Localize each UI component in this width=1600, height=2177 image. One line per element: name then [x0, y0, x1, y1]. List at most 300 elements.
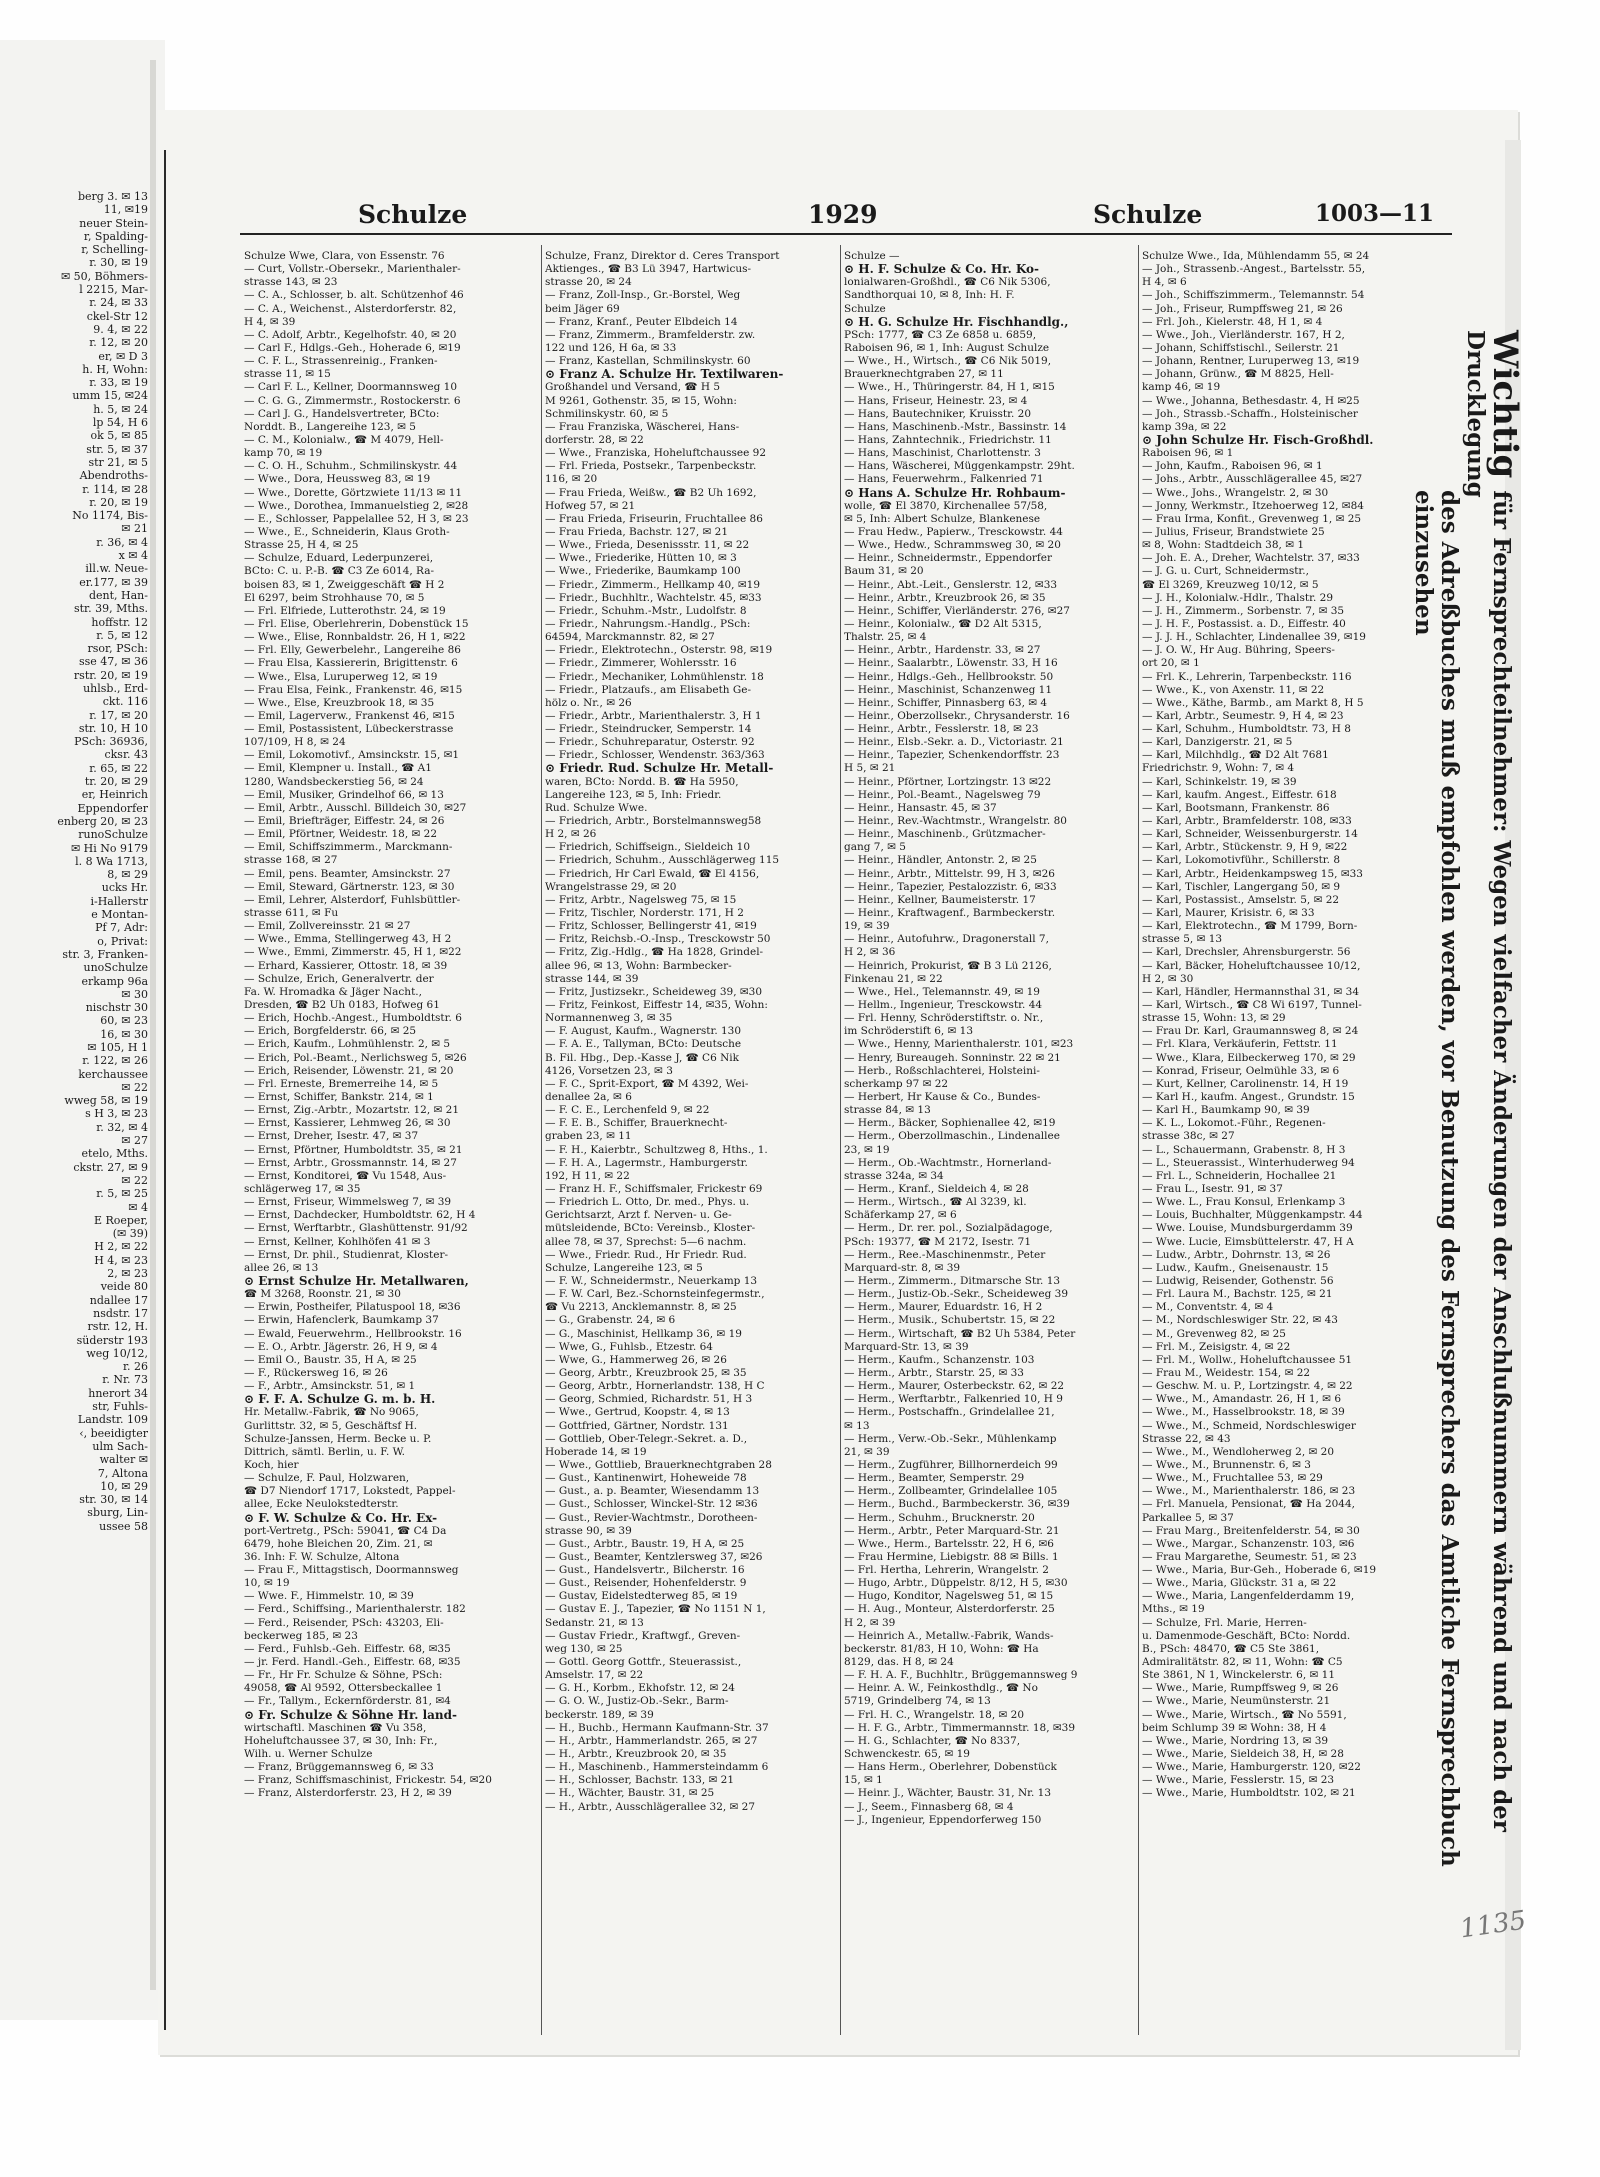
directory-entry-line: — Hans, Zahntechnik., Friedrichstr. 11 — [844, 433, 1052, 446]
fragment-line: r. 36, ✉ 4 — [96, 535, 148, 549]
directory-entry-line: Schulze — — [844, 250, 900, 262]
directory-entry-line: — Gust., Handelsvertr., Bilcherstr. 16 — [545, 1564, 745, 1577]
directory-entry-line: — Ernst, Werftarbtr., Glashüttenstr. 91/92 — [244, 1222, 468, 1235]
directory-entry-line: — Karl, Händler, Hermannsthal 31, ✉ 34 — [1142, 985, 1359, 998]
fragment-line: str 21, ✉ 5 — [88, 455, 148, 469]
directory-entry-line: — Ludw., Arbtr., Dohrnstr. 13, ✉ 26 — [1142, 1248, 1331, 1261]
directory-entry-line: ☎ D7 Niendorf 1717, Lokstedt, Pappel- — [244, 1485, 456, 1498]
directory-entry-line: Hoberade 14, ✉ 19 — [545, 1445, 647, 1458]
directory-entry-line: 15, ✉ 1 — [844, 1774, 883, 1787]
fragment-line: r, Spalding- — [83, 229, 148, 243]
directory-entry-line: scherkamp 97 ✉ 22 — [844, 1077, 949, 1090]
directory-entry-line: — Ernst, Dr. phil., Studienrat, Kloster- — [244, 1248, 449, 1261]
directory-entry-line: — Friedrich, Schiffseign., Sieldeich 10 — [545, 841, 751, 854]
directory-entry-line: — Herm., Verw.-Ob.-Sekr., Mühlenkamp — [844, 1432, 1057, 1445]
directory-entry-line: — G. H., Korbm., Ekhofstr. 12, ✉ 24 — [545, 1682, 735, 1695]
directory-entry-line: — Wwe., Maria, Glückstr. 31 a, ✉ 22 — [1142, 1577, 1337, 1590]
fragment-line: nischstr 30 — [85, 1001, 148, 1015]
directory-entry-line: Wilh. u. Werner Schulze — [244, 1748, 373, 1761]
fragment-line: weg 10/12, — [86, 1346, 148, 1360]
directory-entry-line: — Gust., Kantinenwirt, Hoheweide 78 — [545, 1472, 747, 1485]
directory-entry-line: — Karl, Danzigerstr. 21, ✉ 5 — [1142, 736, 1293, 749]
directory-entry-line: — J. H. F., Postassist. a. D., Eiffestr. 40 — [1142, 617, 1346, 630]
directory-entry-line: mütsleidende, BCto: Vereinsb., Kloster- — [545, 1222, 756, 1235]
fragment-line: r. 26 — [122, 1360, 148, 1374]
directory-entry-line: Schulze Wwe, Clara, von Essenstr. 76 — [244, 250, 445, 262]
fragment-line: r. 20, ✉ 19 — [89, 495, 148, 509]
fragment-line: x ✉ 4 — [118, 549, 148, 563]
directory-entry-line: Baum 31, ✉ 20 — [844, 565, 924, 578]
notice-title: Wichtig — [1485, 330, 1525, 479]
directory-entry-line: — Frau Elsa, Kassiererin, Brigittenstr. 6 — [244, 657, 458, 670]
directory-entry-line: — Emil, Zollvereinsstr. 21 ✉ 27 — [244, 920, 411, 933]
directory-entry-line: — Gust., Revier-Wachtmstr., Dorotheen- — [545, 1511, 758, 1524]
directory-entry-line: — Karl, Milchhdlg., ☎ D2 Alt 7681 — [1142, 749, 1329, 762]
directory-entry-line: ☎ Vu 2213, Ancklemannstr. 8, ✉ 25 — [545, 1301, 737, 1314]
directory-entry-line: — Frl. M., Zeisigstr. 4, ✉ 22 — [1142, 1340, 1291, 1353]
directory-entry-line: — Franz H. F., Schiffsmaler, Frickestr 69 — [545, 1182, 763, 1195]
directory-entry-line: — Wwe. Lucie, Eimsbüttelerstr. 47, H A — [1142, 1235, 1354, 1248]
directory-entry-line: Schwenckestr. 65, ✉ 19 — [844, 1748, 970, 1761]
directory-entry-line: Gerichtsarzt, Arzt f. Nerven- u. Ge- — [545, 1209, 732, 1222]
directory-entry-line: — Fritz, Justizsekr., Scheideweg 39, ✉30 — [545, 985, 763, 998]
directory-entry-line: — Friedr., Schuhreparatur, Osterstr. 92 — [545, 736, 755, 749]
fragment-line: rsor, PSch: — [87, 642, 148, 656]
directory-entry-line: — F. H., Kaierbtr., Schultzweg 8, Hths., 1. — [545, 1143, 768, 1156]
directory-entry-line: — Heinr., Schiffer, Pinnasberg 63, ✉ 4 — [844, 696, 1048, 709]
directory-entry-line: dorferstr. 28, ✉ 22 — [545, 433, 644, 446]
directory-entry-line: — Fr., Hr Fr. Schulze & Söhne, PSch: — [244, 1669, 443, 1682]
directory-entry-line: — M., Conventstr. 4, ✉ 4 — [1142, 1301, 1274, 1314]
directory-entry-line: — Heinr., Maschinenb., Grützmacher- — [844, 828, 1046, 841]
fragment-line: ✉ 30 — [121, 987, 148, 1001]
directory-entry-line: — Friedr., Steindrucker, Semperstr. 14 — [545, 723, 752, 736]
directory-entry-line: — Wwe., Elsa, Luruperweg 12, ✉ 19 — [244, 670, 438, 683]
directory-entry-line: — Herm., Bäcker, Sophienallee 42, ✉19 — [844, 1117, 1056, 1130]
directory-entry-line: beckerstr. 81/83, H 10, Wohn: ☎ Ha — [844, 1642, 1039, 1655]
fragment-line: dent, Han- — [88, 588, 148, 602]
fragment-line: str. 30, ✉ 14 — [79, 1493, 148, 1507]
directory-entry-line: — Wwe., Emma, Stellingerweg 43, H 2 — [244, 933, 452, 946]
fragment-line: 60, ✉ 23 — [100, 1014, 148, 1028]
directory-entry-line: ⊙ Ernst Schulze Hr. Metallwaren, — [244, 1274, 469, 1288]
directory-entry-line: — Heinr., Kellner, Baumeisterstr. 17 — [844, 893, 1036, 906]
directory-entry-line: 36. Inh: F. W. Schulze, Altona — [244, 1550, 400, 1563]
directory-entry-line: — Karl H., Baumkamp 90, ✉ 39 — [1142, 1104, 1310, 1117]
directory-entry-line: — Herm., Justiz-Ob.-Sekr., Scheideweg 39 — [844, 1288, 1069, 1301]
directory-entry-line: — Frl. Manuela, Pensionat, ☎ Ha 2044, — [1142, 1498, 1356, 1511]
directory-entry-line: ⊙ H. G. Schulze Hr. Fischhandlg., — [844, 315, 1069, 329]
directory-entry-line: — H. F. G., Arbtr., Timmermannstr. 18, ✉39 — [844, 1721, 1076, 1734]
directory-entry-line: — Emil, Arbtr., Ausschl. Billdeich 30, ✉27 — [244, 801, 467, 814]
directory-entry-line: — Gust., Reisender, Hohenfelderstr. 9 — [545, 1577, 747, 1590]
directory-entry-line: Wrangelstrasse 29, ✉ 20 — [545, 880, 677, 893]
fragment-line: unoSchulze — [83, 961, 148, 975]
directory-entry-line: — Johann, Rentner, Luruperweg 13, ✉19 — [1142, 355, 1360, 368]
directory-entry-line: — H., Buchb., Hermann Kaufmann-Str. 37 — [545, 1721, 769, 1734]
directory-entry-line: — Frl. Joh., Kielerstr. 48, H 1, ✉ 4 — [1142, 315, 1323, 328]
directory-entry-line: — Heinr., Abt.-Leit., Genslerstr. 12, ✉33 — [844, 578, 1058, 591]
directory-entry-line: Amselstr. 17, ✉ 22 — [545, 1669, 644, 1682]
fragment-line: ulm Sach- — [92, 1439, 148, 1453]
directory-entry-line: — Georg, Schmied, Richardstr. 51, H 3 — [545, 1393, 753, 1406]
directory-entry-line: Admiralitätstr. 82, ✉ 11, Wohn: ☎ C5 — [1142, 1656, 1343, 1669]
directory-entry-line: Parkallee 5, ✉ 37 — [1142, 1511, 1234, 1524]
directory-entry-line: — Wwe., Hedw., Schrammsweg 30, ✉ 20 — [844, 539, 1061, 552]
directory-entry-line: gang 7, ✉ 5 — [844, 841, 906, 854]
directory-entry-line: — H., Arbtr., Hammerlandstr. 265, ✉ 27 — [545, 1734, 758, 1747]
directory-entry-line: — Karl, Schneider, Weissenburgerstr. 14 — [1142, 828, 1358, 841]
directory-entry-line: — F. A. E., Tallyman, BCto: Deutsche — [545, 1038, 742, 1051]
directory-entry-line: — Hans, Bautechniker, Kruisstr. 20 — [844, 407, 1032, 420]
fragment-line: 7, Altona — [97, 1466, 148, 1480]
directory-entry-line: — Franz, Zoll-Insp., Gr.-Borstel, Weg — [545, 289, 741, 302]
fragment-line: i-Hallerstr — [90, 894, 148, 908]
fragment-line: ucks Hr. — [101, 881, 148, 895]
column-divider — [1138, 245, 1139, 2035]
directory-entry-line: — Herm., Ree.-Maschinenmstr., Peter — [844, 1248, 1046, 1261]
fragment-line: ✉ 21 — [121, 522, 148, 536]
directory-entry-line: — Joh., Strassb.-Schaffn., Holsteinischer — [1142, 407, 1358, 420]
fragment-line: hnerort 34 — [88, 1386, 148, 1400]
directory-entry-line: — Hans, Feuerwehrm., Falkenried 71 — [844, 473, 1044, 486]
directory-entry-line: M 9261, Gothenstr. 35, ✉ 15, Wohn: — [545, 394, 737, 407]
directory-entry-line: — Frl. Klara, Verkäuferin, Fettstr. 11 — [1142, 1038, 1338, 1051]
directory-entry-line: Friedrichstr. 9, Wohn: 7, ✉ 4 — [1142, 762, 1295, 775]
directory-entry-line: — Wwe., M., Schmeid, Nordschleswiger — [1142, 1419, 1356, 1432]
directory-entry-line: — Frau L., Isestr. 91, ✉ 37 — [1142, 1182, 1283, 1195]
fragment-line: r. 5, ✉ 25 — [96, 1187, 148, 1201]
directory-entry-line: u. Damenmode-Geschäft, BCto: Nordd. — [1142, 1629, 1351, 1642]
directory-entry-line: Schulze, Langereihe 123, ✉ 5 — [545, 1261, 703, 1274]
fragment-line: cksr. 43 — [104, 748, 148, 762]
directory-entry-line: — Emil, Lagerverw., Frankenst 46, ✉15 — [244, 709, 455, 722]
directory-entry-line: — Carl F., Hdlgs.-Geh., Hoherade 6, ✉19 — [244, 341, 461, 354]
directory-entry-line: — Heinr., Tapezier, Schenkendorffstr. 23 — [844, 749, 1060, 762]
directory-entry-line: beckerstr. 189, ✉ 39 — [545, 1708, 654, 1721]
fragment-line: ussee 58 — [99, 1519, 148, 1533]
directory-entry-line: — F. H. A., Lagermstr., Hamburgerstr. — [545, 1156, 748, 1169]
directory-entry-line: — Wwe., K., von Axenstr. 11, ✉ 22 — [1142, 683, 1325, 696]
directory-entry-line: — Frl. L., Schneiderin, Hochallee 21 — [1142, 1169, 1337, 1182]
directory-entry-line: Finkenau 21, ✉ 22 — [844, 972, 943, 985]
fragment-line: r. 17, ✉ 20 — [89, 708, 148, 722]
directory-entry-line: — Wwe., M., Wendloherweg 2, ✉ 20 — [1142, 1445, 1335, 1458]
directory-entry-line: — Heinr., Arbtr., Hardenstr. 33, ✉ 27 — [844, 644, 1041, 657]
fragment-line: E Roeper, — [93, 1213, 148, 1227]
directory-entry-line: — Frau Frieda, Bachstr. 127, ✉ 21 — [545, 525, 729, 538]
directory-entry-line: Thalstr. 25, ✉ 4 — [844, 631, 927, 644]
directory-entry-line: ☎ M 3268, Roonstr. 21, ✉ 30 — [244, 1288, 401, 1301]
fragment-line: H 2, ✉ 22 — [94, 1240, 148, 1254]
fragment-line: str, Fuhls- — [92, 1400, 148, 1414]
directory-entry-line: — J. H., Zimmerm., Sorbenstr. 7, ✉ 35 — [1142, 604, 1345, 617]
directory-entry-line: — Erich, Hochb.-Angest., Humboldtstr. 6 — [244, 1012, 462, 1025]
directory-entry-line: strasse 143, ✉ 23 — [244, 276, 338, 289]
fragment-line: h. H, Wohn: — [82, 362, 148, 376]
directory-entry-line: — Wwe., Marie, Sieldeich 38, H, ✉ 28 — [1142, 1748, 1344, 1761]
directory-entry-line: — Heinr., Elsb.-Sekr. a. D., Victoriastr. 21 — [844, 736, 1064, 749]
fragment-line: r. 32, ✉ 4 — [96, 1120, 148, 1134]
directory-entry-line: — E. O., Arbtr. Jägerstr. 26, H 9, ✉ 4 — [244, 1340, 438, 1353]
directory-entry-line: — F. C. E., Lerchenfeld 9, ✉ 22 — [545, 1104, 710, 1117]
directory-entry-line: — Emil, Musiker, Grindelhof 66, ✉ 13 — [244, 788, 444, 801]
directory-entry-line: graben 23, ✉ 11 — [545, 1130, 632, 1143]
directory-column-2 — [545, 250, 837, 2030]
directory-entry-line: — C. O. H., Schuhm., Schmilinskystr. 44 — [244, 460, 458, 473]
directory-entry-line: — Wwe., Else, Kreuzbrook 18, ✉ 35 — [244, 696, 435, 709]
directory-entry-line: — Wwe., Margar., Schanzenstr. 103, ✉6 — [1142, 1537, 1355, 1550]
directory-entry-line: — Ernst, Konditorei, ☎ Vu 1548, Aus- — [244, 1169, 447, 1182]
directory-entry-line: 64594, Marckmannstr. 82, ✉ 27 — [545, 631, 715, 644]
directory-entry-line: — Franz, Kastellan, Schmilinskystr. 60 — [545, 355, 751, 368]
directory-entry-line: — Herm., Arbtr., Starstr. 25, ✉ 33 — [844, 1366, 1024, 1379]
directory-entry-line: — Hugo, Arbtr., Düppelstr. 8/12, H 5, ✉30 — [844, 1577, 1068, 1590]
fragment-line: str. 10, H 10 — [78, 721, 148, 735]
directory-entry-line: — Frl. Henny, Schröderstiftstr. o. Nr., — [844, 1012, 1044, 1025]
directory-entry-line: — Fritz, Reichsb.-O.-Insp., Tresckowstr 50 — [545, 933, 771, 946]
directory-entry-line: — John, Kaufm., Raboisen 96, ✉ 1 — [1142, 460, 1323, 473]
directory-entry-line: — Ferd., Reisender, PSch: 43203, Eli- — [244, 1616, 444, 1629]
directory-entry-line: — H., Schlosser, Bachstr. 133, ✉ 21 — [545, 1774, 735, 1787]
directory-entry-line: strasse 38c, ✉ 27 — [1142, 1130, 1235, 1143]
directory-entry-line: — Frl. Elise, Oberlehrerin, Dobenstück 15 — [244, 617, 469, 630]
directory-entry-line: — Wwe, G., Fuhlsb., Etzestr. 64 — [545, 1340, 713, 1353]
directory-column-4 — [1142, 250, 1434, 2030]
directory-entry-line: — Emil, pens. Beamter, Amsinckstr. 27 — [244, 867, 451, 880]
directory-entry-line: — Karl H., kaufm. Angest., Grundstr. 15 — [1142, 1091, 1355, 1103]
directory-entry-line: — Karl, Elektrotechn., ☎ M 1799, Born- — [1142, 920, 1358, 933]
directory-entry-line: — Schulze, F. Paul, Holzwaren, — [244, 1472, 410, 1485]
directory-entry-line: — E., Schlosser, Pappelallee 52, H 3, ✉ 23 — [244, 512, 469, 525]
directory-entry-line: H 5, ✉ 21 — [844, 762, 896, 775]
directory-entry-line: — Ernst, Dachdecker, Humboldtstr. 62, H 4 — [244, 1209, 476, 1222]
directory-entry-line: — Wwe., Marie, Fesslerstr. 15, ✉ 23 — [1142, 1774, 1335, 1787]
directory-entry-line: — Johs., Arbtr., Ausschlägerallee 45, ✉27 — [1142, 473, 1363, 486]
directory-entry-line: — H., Arbtr., Ausschlägerallee 32, ✉ 27 — [545, 1800, 756, 1813]
directory-entry-line: — F. C., Sprit-Export, ☎ M 4392, Wei- — [545, 1077, 749, 1090]
directory-entry-line: — Wwe., Käthe, Barmb., am Markt 8, H 5 — [1142, 696, 1364, 709]
directory-entry-line: — Emil, Klempner u. Install., ☎ A1 — [244, 762, 432, 775]
directory-entry-line: — M., Grevenweg 82, ✉ 25 — [1142, 1327, 1286, 1340]
directory-entry-line: — Hans, Maschinenb.-Mstr., Bassinstr. 14 — [844, 420, 1067, 433]
fragment-line: r, Schelling- — [81, 243, 148, 257]
directory-entry-line: — Erich, Reisender, Löwenstr. 21, ✉ 20 — [244, 1064, 454, 1077]
fragment-line: No 1174, Bis- — [72, 509, 148, 523]
directory-entry-line: Normannenweg 3, ✉ 35 — [545, 1012, 673, 1025]
fragment-line: kerchaussee — [78, 1067, 148, 1081]
fragment-line: Landstr. 109 — [77, 1413, 148, 1427]
directory-entry-line: strasse 15, Wohn: 13, ✉ 29 — [1142, 1012, 1286, 1025]
directory-entry-line: — Heinr., Händler, Antonstr. 2, ✉ 25 — [844, 854, 1037, 867]
directory-entry-line: — Karl, Wirtsch., ☎ C8 Wi 6197, Tunnel- — [1142, 999, 1362, 1012]
directory-entry-line: — H., Wächter, Baustr. 31, ✉ 25 — [545, 1787, 715, 1800]
directory-entry-line: — Fritz, Zig.-Hdlg., ☎ Ha 1828, Grindel- — [545, 946, 764, 959]
directory-entry-line: — Heinr., Arbtr., Kreuzbrook 26, ✉ 35 — [844, 591, 1046, 604]
header-year: 1929 — [808, 200, 878, 229]
directory-entry-line: Strasse 25, H 4, ✉ 25 — [244, 539, 359, 552]
directory-entry-line: Koch, hier — [244, 1458, 299, 1471]
directory-entry-line: Raboisen 96, ✉ 1 — [1142, 447, 1234, 460]
fragment-line: sburg, Lin- — [87, 1506, 148, 1520]
directory-entry-line: — Kurt, Kellner, Carolinenstr. 14, H 19 — [1142, 1077, 1349, 1090]
notice-line-2: des Adreßbuches muß empfohlen werden, vor Benutzung des Fernsprechers das Amtliche Fernsprechbuch einzusehen — [1410, 490, 1463, 1867]
directory-entry-line: Mths., ✉ 19 — [1142, 1603, 1205, 1616]
directory-entry-line: Hofweg 57, ✉ 21 — [545, 499, 636, 512]
directory-entry-line: — Curt, Vollstr.-Obersekr., Marienthaler- — [244, 263, 461, 276]
directory-entry-line: — Erhard, Kassierer, Ottostr. 18, ✉ 39 — [244, 959, 448, 972]
directory-entry-line: — Ludw., Kaufm., Gneisenaustr. 15 — [1142, 1261, 1329, 1274]
fragment-line: veide 80 — [100, 1280, 148, 1294]
directory-entry-line: — Ferd., Fuhlsb.-Geh. Eiffestr. 68, ✉35 — [244, 1642, 451, 1655]
directory-entry-line: — Wwe., Frieda, Desenissstr. 11, ✉ 22 — [545, 539, 750, 552]
directory-entry-line: — Joh., Friseur, Rumpffsweg 21, ✉ 26 — [1142, 302, 1343, 315]
directory-entry-line: — Hans, Maschinist, Charlottenstr. 3 — [844, 447, 1041, 460]
directory-entry-line: — Erwin, Hafenclerk, Baumkamp 37 — [244, 1314, 439, 1327]
directory-entry-line: kamp 46, ✉ 19 — [1142, 381, 1221, 394]
fragment-line: 2, ✉ 23 — [107, 1267, 148, 1281]
directory-entry-line: — Friedr., Platzaufs., am Elisabeth Ge- — [545, 683, 752, 696]
directory-entry-line: — F., Rückersweg 16, ✉ 26 — [244, 1366, 388, 1379]
directory-entry-line: H 2, ✉ 36 — [844, 946, 896, 959]
directory-entry-line: lonialwaren-Großhdl., ☎ C6 Nik 5306, — [844, 276, 1051, 289]
directory-entry-line: strasse 11, ✉ 15 — [244, 368, 331, 381]
directory-entry-line: Sedanstr. 21, ✉ 13 — [545, 1616, 644, 1629]
directory-entry-line: — Wwe., Marie, Wirtsch., ☎ No 5591, — [1142, 1708, 1347, 1721]
directory-entry-line: — Karl, Arbtr., Heidenkampsweg 15, ✉33 — [1142, 867, 1363, 880]
directory-entry-line: — Hans, Wäscherei, Müggenkampstr. 29ht. — [844, 460, 1075, 473]
directory-entry-line: — Gustav, Eidelstedterweg 85, ✉ 19 — [545, 1590, 738, 1603]
directory-entry-line: — Hans Herm., Oberlehrer, Dobenstück — [844, 1761, 1057, 1774]
directory-entry-line: — Heinrich, Prokurist, ☎ B 3 Lü 2126, — [844, 959, 1052, 972]
fragment-line: Pf 7, Adr: — [95, 921, 148, 935]
directory-entry-line: B., PSch: 48470, ☎ C5 Ste 3861, — [1142, 1642, 1320, 1655]
fragment-line: süderstr 193 — [76, 1333, 148, 1347]
directory-entry-line: — Herm., Kranf., Sieldeich 4, ✉ 28 — [844, 1182, 1029, 1195]
directory-entry-line: — Friedr., Buchhltr., Wachtelstr. 45, ✉33 — [545, 591, 762, 604]
directory-entry-line: Schulze, Franz, Direktor d. Ceres Transport — [545, 250, 780, 262]
directory-entry-line: boisen 83, ✉ 1, Zweiggeschäft ☎ H 2 — [244, 578, 445, 591]
fragment-line: wweg 58, ✉ 19 — [64, 1094, 148, 1108]
directory-entry-line: Dresden, ☎ B2 Uh 0183, Hofweg 61 — [244, 999, 440, 1012]
notice-line-1: für Fernsprechteilnehmer: Wegen vielfacher Änderungen der Anschlußnummern während und nach der Drucklegung — [1462, 330, 1515, 1832]
directory-entry-line: — Wwe., Dorette, Görtzwiete 11/13 ✉ 11 — [244, 486, 463, 499]
fragment-line: str. 3, Franken- — [62, 947, 148, 961]
directory-entry-line: — Karl, Bäcker, Hoheluftchaussee 10/12, — [1142, 959, 1361, 972]
directory-entry-line: — Heinr., Oberzollsekr., Chrysanderstr. 16 — [844, 709, 1070, 722]
fragment-line: runoSchulze — [78, 828, 148, 842]
directory-entry-line: — Friedr., Nahrungsm.-Handlg., PSch: — [545, 617, 751, 630]
directory-entry-line: weg 130, ✉ 25 — [545, 1642, 623, 1655]
directory-entry-line: — C. A., Weichenst., Alsterdorferstr. 82, — [244, 302, 457, 315]
directory-entry-line: kamp 39a, ✉ 22 — [1142, 420, 1227, 433]
directory-entry-line: — Herm., Arbtr., Peter Marquard-Str. 21 — [844, 1524, 1060, 1537]
directory-entry-line: — Karl, Arbtr., Stückenstr. 9, H 9, ✉22 — [1142, 841, 1348, 854]
directory-entry-line: — Schulze, Eduard, Lederpunzerei, — [244, 552, 434, 565]
directory-entry-line: — Wwe., Friederike, Baumkamp 100 — [545, 565, 741, 578]
directory-entry-line: beckerweg 185, ✉ 23 — [244, 1629, 358, 1642]
directory-column-3 — [844, 250, 1136, 2030]
directory-entry-line: — Carl J. G., Handelsvertreter, BCto: — [244, 407, 440, 420]
directory-entry-line: — C. A., Schlosser, b. alt. Schützenhof 46 — [244, 289, 464, 302]
directory-entry-line: — Wwe., Franziska, Hoheluftchaussee 92 — [545, 447, 766, 460]
directory-entry-line: — Frl. Hertha, Lehrerin, Wrangelstr. 2 — [844, 1564, 1049, 1577]
directory-entry-line: — Fritz, Schlosser, Bellingerstr 41, ✉19 — [545, 920, 757, 933]
fragment-line: 16, ✉ 30 — [100, 1027, 148, 1041]
directory-entry-line: — Karl, Schuhm., Humboldtstr. 73, H 8 — [1142, 723, 1351, 736]
directory-entry-line: — Ernst, Kassierer, Lehmweg 26, ✉ 30 — [244, 1117, 451, 1130]
fragment-line: ✉ 105, H 1 — [87, 1041, 148, 1054]
directory-entry-line: ⊙ F. F. A. Schulze G. m. b. H. — [244, 1393, 436, 1407]
directory-entry-line: — Wwe., Gertrud, Koopstr. 4, ✉ 13 — [545, 1406, 730, 1419]
directory-entry-line: — Herm., Wirtschaft, ☎ B2 Uh 5384, Peter — [844, 1327, 1076, 1340]
directory-entry-line: — Wwe., E., Schneiderin, Klaus Groth- — [244, 525, 450, 538]
directory-entry-line: — Herb., Roßschlachterei, Holsteini- — [844, 1064, 1040, 1077]
directory-entry-line: — Ernst, Zig.-Arbtr., Mozartstr. 12, ✉ 21 — [244, 1104, 460, 1117]
directory-entry-line: — Wwe., Hel., Telemannstr. 49, ✉ 19 — [844, 985, 1040, 998]
directory-entry-line: — Karl, Tischler, Langergang 50, ✉ 9 — [1142, 880, 1341, 893]
fragment-line: erkamp 96a — [81, 974, 148, 988]
directory-entry-line: — Erich, Pol.-Beamt., Nerlichsweg 5, ✉26 — [244, 1051, 467, 1064]
directory-entry-line: — Karl, Bootsmann, Frankenstr. 86 — [1142, 801, 1330, 814]
directory-entry-line: — Frau Hermine, Liebigstr. 88 ✉ Bills. 1 — [844, 1550, 1059, 1563]
directory-entry-line: — Fritz, Arbtr., Nagelsweg 75, ✉ 15 — [545, 893, 737, 906]
directory-entry-line: — Frau Frieda, Weißw., ☎ B2 Uh 1692, — [545, 486, 757, 499]
directory-entry-line: ⊙ Franz A. Schulze Hr. Textilwaren- — [545, 368, 784, 382]
page-gutter — [150, 60, 156, 1990]
directory-entry-line: — H. G., Schlachter, ☎ No 8337, — [844, 1734, 1021, 1747]
fragment-line: (✉ 39) — [112, 1227, 148, 1241]
directory-entry-line: — Wwe., Henny, Marienthalerstr. 101, ✉23 — [844, 1038, 1074, 1051]
fragment-line: rstr. 20, ✉ 19 — [73, 668, 148, 682]
directory-entry-line: — Herm., Schuhm., Brucknerstr. 20 — [844, 1511, 1035, 1524]
fragment-line: r. 30, ✉ 19 — [89, 256, 148, 270]
directory-entry-line: — Wwe., H., Wirtsch., ☎ C6 Nik 5019, — [844, 355, 1052, 368]
directory-entry-line: — Erich, Borgfelderstr. 66, ✉ 25 — [244, 1025, 417, 1038]
directory-entry-line: 19, ✉ 39 — [844, 920, 890, 933]
directory-entry-line: — Wwe., Joh., Vierländerstr. 167, H 2, — [1142, 328, 1345, 341]
directory-entry-line: — Heinr., Kolonialw., ☎ D2 Alt 5315, — [844, 617, 1042, 630]
directory-entry-line: Marquard-Str. 13, ✉ 39 — [844, 1340, 969, 1353]
directory-entry-line: Norddt. B., Langereihe 123, ✉ 5 — [244, 420, 416, 433]
directory-entry-line: 10, ✉ 19 — [244, 1577, 290, 1590]
directory-entry-line: — Herm., Maurer, Eduardstr. 16, H 2 — [844, 1301, 1043, 1314]
directory-entry-line: — Wwe, G., Hammerweg 26, ✉ 26 — [545, 1353, 727, 1366]
directory-entry-line: — Karl, Drechsler, Ahrensburgerstr. 56 — [1142, 946, 1351, 959]
header-page-number: 1003—11 — [1315, 200, 1435, 227]
directory-entry-line: ⊙ John Schulze Hr. Fisch-Großhdl. — [1142, 433, 1374, 447]
directory-entry-line: — Wwe., M., Marienthalerstr. 186, ✉ 23 — [1142, 1485, 1356, 1498]
directory-entry-line: strasse 168, ✉ 27 — [244, 854, 338, 867]
directory-entry-line: 4126, Vorsetzen 23, ✉ 3 — [545, 1064, 673, 1077]
column-divider — [840, 245, 841, 2035]
directory-entry-line: — Frl. Elfriede, Lutterothstr. 24, ✉ 19 — [244, 604, 446, 617]
directory-entry-line: — Wwe., Marie, Hamburgerstr. 120, ✉22 — [1142, 1761, 1361, 1774]
directory-entry-line: — Wwe., H., Thüringerstr. 84, H 1, ✉15 — [844, 381, 1055, 394]
directory-entry-line: — Hellm., Ingenieur, Tresckowstr. 44 — [844, 999, 1043, 1012]
directory-entry-line: — Emil, Pförtner, Weidestr. 18, ✉ 22 — [244, 828, 438, 841]
directory-entry-line: — Louis, Buchhalter, Müggenkampstr. 44 — [1142, 1209, 1363, 1222]
directory-entry-line: Brauerknechtgraben 27, ✉ 11 — [844, 368, 1004, 381]
directory-entry-line: — Wwe., Friedr. Rud., Hr Friedr. Rud. — [545, 1248, 747, 1261]
directory-entry-line: — Wwe., Emmi, Zimmerstr. 45, H 1, ✉22 — [244, 946, 462, 959]
directory-entry-line: — Heinrich A., Metallw.-Fabrik, Wands- — [844, 1629, 1054, 1642]
fragment-line: er.177, ✉ 39 — [79, 575, 148, 589]
fragment-line: r. 122, ✉ 26 — [82, 1054, 148, 1068]
directory-entry-line: Langereihe 123, ✉ 5, Inh: Friedr. — [545, 788, 722, 801]
directory-entry-line: — Karl, kaufm. Angest., Eiffestr. 618 — [1142, 788, 1337, 801]
directory-entry-line: ⊙ Friedr. Rud. Schulze Hr. Metall- — [545, 762, 774, 776]
